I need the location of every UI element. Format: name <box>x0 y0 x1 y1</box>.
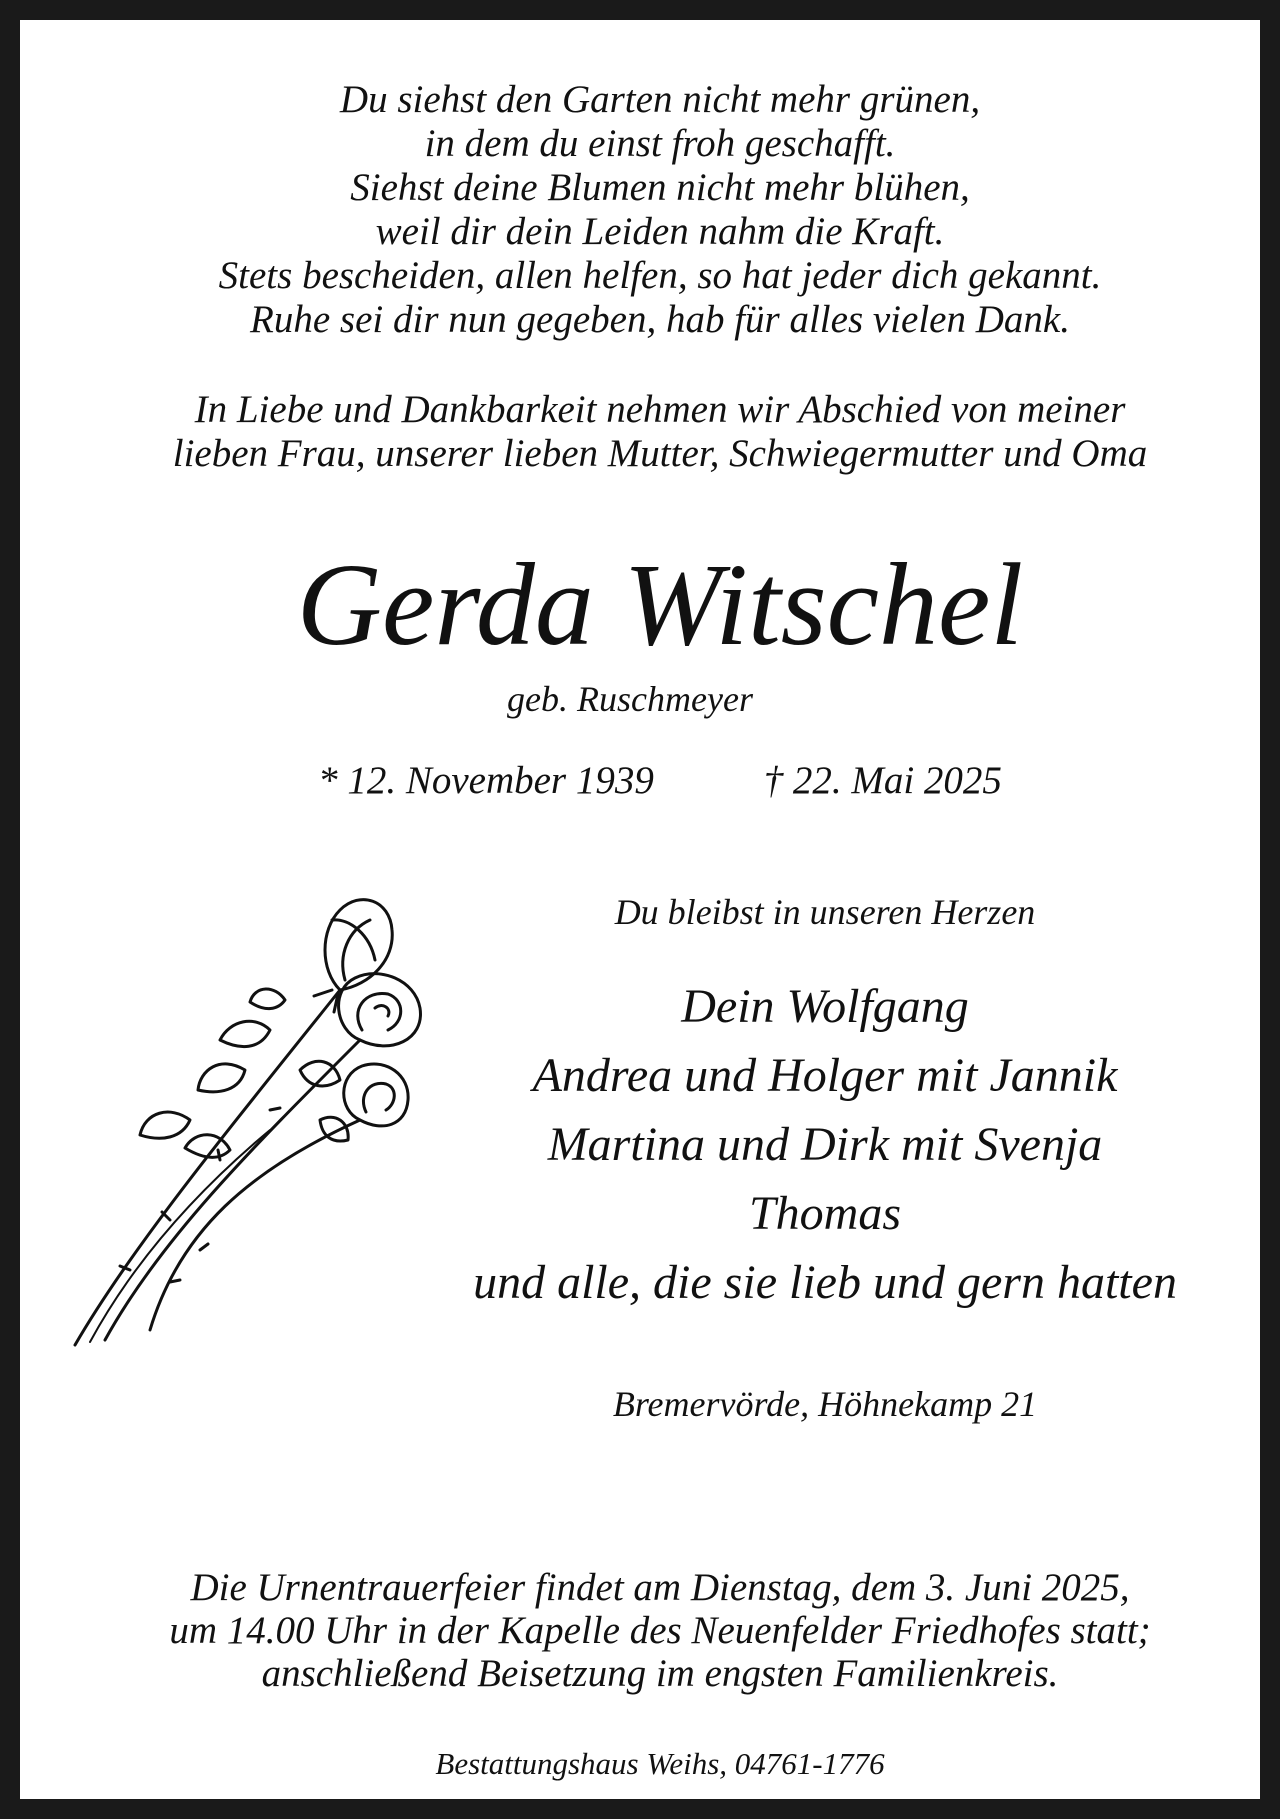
maiden-name: geb. Ruschmeyer <box>507 679 753 719</box>
birth-date: * 12. November 1939 <box>318 759 654 802</box>
poem-line: Ruhe sei dir nun gegeben, hab für alles vielen Dank. <box>250 298 1070 341</box>
poem-line: in dem du einst froh geschafft. <box>424 122 896 165</box>
intro-line: lieben Frau, unserer lieben Mutter, Schwiegermutter und Oma <box>172 432 1148 475</box>
remembrance-line: Du bleibst in unseren Herzen <box>614 892 1036 932</box>
service-line: anschließend Beisetzung im engsten Familienkreis. <box>261 1652 1059 1695</box>
rose-drawing <box>70 890 440 1360</box>
service-line: um 14.00 Uhr in der Kapelle des Neuenfelder Friedhofes statt; <box>169 1609 1151 1652</box>
life-dates <box>20 758 1280 804</box>
mourner-line: Thomas <box>748 1187 902 1240</box>
mourner-line: Dein Wolfgang <box>681 980 969 1033</box>
poem-line: Siehst deine Blumen nicht mehr blühen, <box>350 166 970 209</box>
farewell-intro <box>20 388 1280 476</box>
mourner-line: und alle, die sie lieb und gern hatten <box>473 1256 1177 1309</box>
death-date: † 22. Mai 2025 <box>763 759 1002 802</box>
service-line: Die Urnentrauerfeier findet am Dienstag, dem 3. Juni 2025, <box>190 1566 1130 1609</box>
poem-line: weil dir dein Leiden nahm die Kraft. <box>375 210 945 253</box>
service-info <box>20 1566 1280 1695</box>
intro-line: In Liebe und Dankbarkeit nehmen wir Abschied von meiner <box>194 388 1126 431</box>
poem-line: Du siehst den Garten nicht mehr grünen, <box>339 78 981 121</box>
mourners-list <box>400 972 1250 1317</box>
poem <box>20 78 1280 342</box>
mourner-line: Andrea und Holger mit Jannik <box>532 1049 1118 1102</box>
undertaker-contact: Bestattungshaus Weihs, 04761-1776 <box>435 1746 885 1781</box>
poem-line: Stets bescheiden, allen helfen, so hat jeder dich gekannt. <box>218 254 1102 297</box>
deceased-name: Gerda Witschel <box>296 539 1024 670</box>
mourner-line: Martina und Dirk mit Svenja <box>547 1118 1103 1171</box>
address: Bremervörde, Höhnekamp 21 <box>612 1384 1038 1424</box>
